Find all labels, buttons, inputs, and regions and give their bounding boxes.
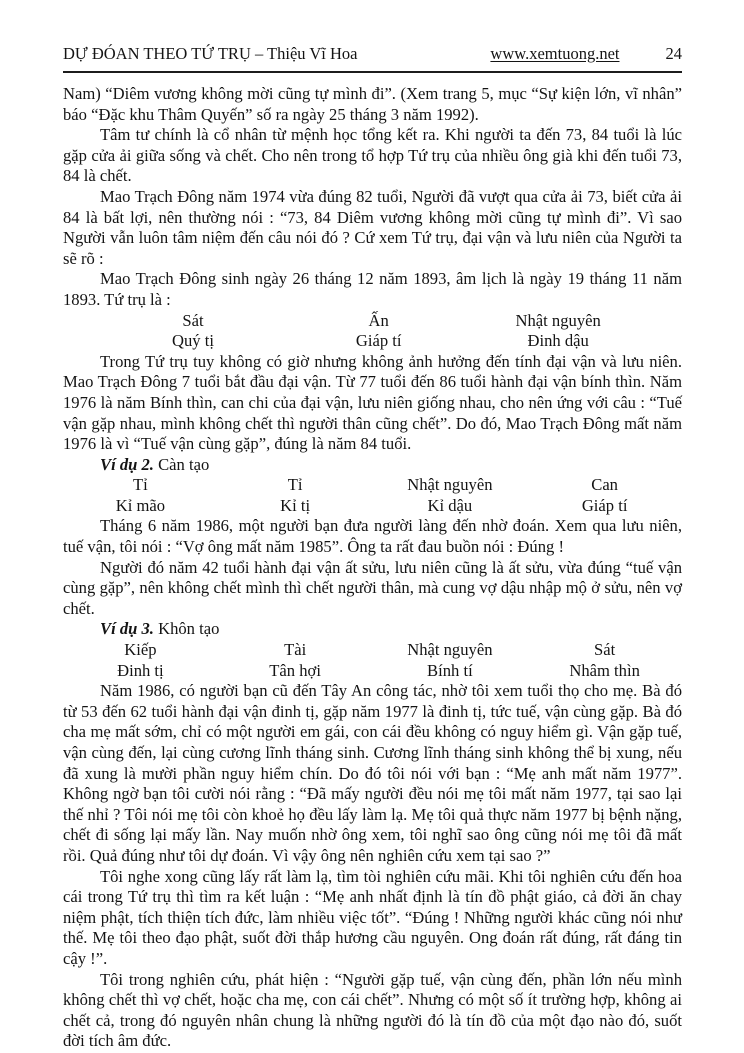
pillar-cell: Kỉ tị [280,495,311,515]
paragraph: Người đó năm 42 tuổi hành đại vận ất sửu, lưu niên cũng là ất sửu, vừa đúng “tuế vận cùng gặp”, nên không chết mình thì chết người thân, mà cung vợ dậu nhập mộ ở sửu, nên vợ chết. [63,557,682,618]
pillar-value-row [63,661,682,682]
pillar-cell: Tài [284,640,307,660]
pillar-cell: Đinh dậu [527,331,589,351]
paragraph: Tôi trong nghiên cứu, phát hiện : “Người gặp tuế, vận cùng đến, phần lớn nếu mình không chết thì vợ chết, hoặc cha mẹ, con cái chết”. Nhưng có một số ít trường hợp, không ai chết cả, trong đó nguyên nhân chung là những người đó là tín đồ của một đạo nào đó, suốt đời tích âm đức. [63,969,682,1051]
paragraph: Tâm tư chính là cổ nhân từ mệnh học tổng kết ra. Khi người ta đến 73, 84 tuổi là lúc gặp cửa ải giữa sống và chết. Cho nên trong tổ hợp Tứ trụ của nhiều ông già khi đến tuổi 73, 84 là chết. [63,125,682,186]
pillar-cell: Đinh tị [117,660,164,680]
example-title: Càn tạo [158,454,210,474]
page-content [63,84,682,1052]
example-heading-3 [63,619,682,640]
paragraph: Tôi nghe xong cũng lấy rất làm lạ, tìm tòi nghiên cứu mãi. Khi tôi nghiên cứu đến hoa cái trong Tứ trụ thì tìm ra kết luận : “Mẹ anh nhất định là tín đồ phật giáo, cả đời ăn chay niệm phật, tích thiện tích đức, làm nhiều việc tốt”. “Đúng ! Những người khác cũng nói như thế. Mẹ tôi theo đạo phật, suốt đời thắp hương cầu nguyên. Ong đoán rất đúng, rất đáng tin cậy !”. [63,866,682,968]
paragraph: Trong Tứ trụ tuy không có giờ nhưng không ảnh hưởng đến tính đại vận và lưu niên. Mao Trạch Đông 7 tuổi bắt đầu đại vận. Từ 77 tuổi đến 86 tuổi hành đại vận bính thìn. Năm 1976 là năm Bính thìn, can chi của đại vận, lưu niên giống nhau, cho nên ứng với câu : “Tuế vận gặp nhau, mình không chết thì người thân cũng chết”. Do đó, Mao Trạch Đông mất năm 1976 là vì “Tuế vận cùng gặp”, đúng là năm 84 tuổi. [63,351,682,454]
page-number: 24 [665,44,682,63]
pillar-table-mao [63,311,682,352]
pillar-cell: Nhật nguyên [515,310,601,330]
pillar-cell: Tỉ [133,475,148,495]
example-title: Khôn tạo [158,619,220,639]
pillar-header-row [63,475,682,496]
paragraph: Nam) “Diêm vương không mời cũng tự mình đi”. (Xem trang 5, mục “Sự kiện lớn, vĩ nhân” báo “Đặc khu Thâm Quyến” số ra ngày 25 tháng 3 năm 1992). [63,84,682,124]
pillar-cell: Kỉ mão [115,495,166,515]
pillar-cell: Nhật nguyên [407,640,493,660]
pillar-cell: Sát [594,640,616,660]
pillar-header-row [63,640,682,661]
pillar-cell: Can [591,475,618,495]
page-header [63,44,682,64]
website-link[interactable]: www.xemtuong.net [490,44,620,63]
pillar-cell: Bính tí [427,660,473,680]
pillar-value-row [63,496,682,517]
paragraph: Tháng 6 năm 1986, một người bạn đưa người làng đến nhờ đoán. Xem qua lưu niên, tuế vận, tôi nói : “Vợ ông mất năm 1985”. Ông ta rất đau buồn nói : Đúng ! [63,516,682,557]
pillar-cell: Sát [182,310,204,330]
pillar-cell: Ấn [368,310,389,330]
pillar-cell: Giáp tí [581,495,628,515]
pillar-value-row [63,331,682,352]
pillar-cell: Nhật nguyên [407,475,493,495]
pillar-header-row [63,311,682,332]
pillar-table-example-2 [63,475,682,516]
example-label: Ví dụ 2. [100,454,154,474]
pillar-cell: Quý tị [172,331,214,351]
paragraph: Năm 1986, có người bạn cũ đến Tây An công tác, nhờ tôi xem tuổi thọ cho mẹ. Bà đó từ 53 đến 62 tuổi hành đại vận đinh tị, gặp năm 1977 là đinh tị, tức tuế, vận cùng gặp. Bà đó cha mẹ mất sớm, chỉ có một người em gái, con cái đều không có nguy hiểm gì. Vận gặp tuế, vận cùng đến, lại cùng cương lĩnh tháng sinh. Cương lĩnh tháng sinh không thể bị xung, nếu đã xung là mười phần nguy hiểm chín. Do đó tôi nói với bạn : “Mẹ anh mất năm 1977”. Không ngờ bạn tôi cười nói rằng : “Đã mấy người đều nói mẹ tôi mất năm 1977, tại sao lại thế nhỉ ? Tôi nói mẹ tôi còn khoẻ họ đều lấy làm lạ. Mẹ tôi quả thực năm 1977 bị bệnh nặng, chết đi sống lại mấy lần. Nay muốn nhờ ông xem, tôi nghĩ sao ông cũng nói mẹ tôi đã mất rồi. Quả đúng như tôi dự đoán. Vì vậy ông nên nghiên cứu xem tại sao ?” [63,681,682,865]
pillar-cell: Kiếp [124,640,157,660]
pillar-cell: Giáp tí [355,331,402,351]
header-divider [63,71,682,73]
book-title: DỰ ĐÓAN THEO TỨ TRỤ – Thiệu Vĩ Hoa [63,44,358,63]
pillar-cell: Tỉ [287,475,303,495]
pillar-cell: Kỉ dậu [427,495,473,515]
paragraph: Mao Trạch Đông năm 1974 vừa đúng 82 tuổi, Người đã vượt qua cửa ải 73, biết cửa ải 84 là bất lợi, nên thường nói : “73, 84 Diêm vương không mời cũng tự mình đi”. Vì sao Người vẫn luôn tâm niệm đến câu nói đó ? Cứ xem Tứ trụ, đại vận và lưu niên của Người ta sẽ rõ : [63,186,682,268]
pillar-cell: Tân hợi [269,660,321,680]
paragraph: Mao Trạch Đông sinh ngày 26 tháng 12 năm 1893, âm lịch là ngày 19 tháng 11 năm 1893. Tứ trụ là : [63,269,682,309]
example-heading-2 [63,455,682,476]
pillar-table-example-3 [63,640,682,681]
pillar-cell: Nhâm thìn [569,660,640,680]
example-label: Ví dụ 3. [100,619,154,639]
